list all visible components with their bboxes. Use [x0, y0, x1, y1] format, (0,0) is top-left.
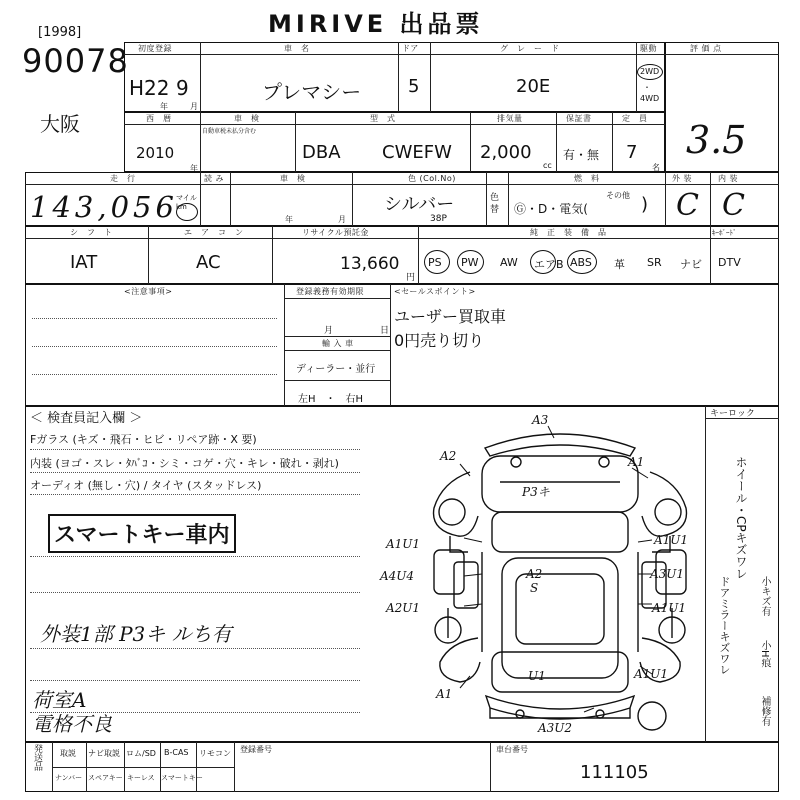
row1-frame — [124, 42, 665, 112]
chassis-label: 車台番号 — [496, 745, 528, 754]
smart-key-stamp: スマートキー車内 — [48, 514, 236, 553]
color: シルバー — [384, 194, 455, 215]
svg-text:A1U1: A1U1 — [652, 601, 687, 615]
equip-pw: PW — [461, 256, 479, 269]
ship-rom-sd: ロム/SD — [126, 749, 156, 758]
capacity: 7 — [626, 142, 638, 163]
color-label: 色 (Col.No) — [408, 174, 456, 183]
svg-text:S: S — [530, 581, 539, 595]
mile-km-unit: マイル km — [176, 194, 197, 211]
mileage-label: 走 行 — [110, 174, 136, 183]
interior-label: 内 装 — [718, 174, 739, 183]
score-label: 評 価 点 — [690, 44, 722, 53]
capacity-label: 定 員 — [622, 114, 648, 123]
model-label: 型 式 — [370, 114, 396, 123]
shift-label: シ フ ト — [70, 228, 113, 237]
recycle-label: リサイクル預託金 — [302, 228, 369, 237]
svg-text:A4U4: A4U4 — [380, 569, 415, 583]
western-year: 2010 — [136, 144, 175, 162]
ship-manual: 取説 — [60, 749, 76, 758]
sales-point-1: ユーザー買取車 — [394, 307, 507, 326]
mileage: 143,056 — [30, 190, 178, 224]
warranty: 有・無 — [563, 148, 600, 162]
sales-point-2: 0円売り切り — [394, 331, 485, 350]
grade-label: グ レ ー ド — [500, 44, 560, 53]
svg-text:A1U1: A1U1 — [654, 533, 689, 547]
car-name-label: 車 名 — [284, 44, 310, 53]
chassis-number: 111105 — [580, 762, 649, 783]
inspection-expiry-label: 車 検 — [280, 174, 306, 183]
reg-month: 9 — [176, 76, 189, 100]
score-value: 3.5 — [686, 118, 747, 162]
reg-era-year: H22 — [129, 76, 170, 100]
svg-text:A2U1: A2U1 — [386, 601, 421, 615]
import-label: 輸 入 車 — [322, 339, 354, 348]
fuel-options: Ⓖ・D・電気( — [514, 202, 588, 216]
small-scratch-note: 小キズ有 — [759, 576, 770, 616]
displacement-label: 排気量 — [497, 114, 523, 123]
svg-text:U1: U1 — [528, 669, 546, 683]
exterior-label: 外 装 — [672, 174, 693, 183]
ship-number-plate: ナンバー — [55, 774, 83, 782]
inspection-title: ＜ 検査員記入欄 ＞ — [30, 411, 143, 426]
model-code: CWEFW — [382, 142, 452, 163]
model-prefix: DBA — [302, 142, 341, 163]
color-change-label: 色替 — [490, 193, 500, 215]
location: 大阪 — [40, 112, 80, 136]
steering-side: 左H ・ 右H — [298, 394, 364, 405]
equip-aw: AW — [500, 256, 518, 269]
repair-note: 補修有 — [759, 696, 770, 726]
doors-label: ドア — [402, 44, 419, 53]
displacement: 2,000 — [480, 142, 532, 163]
sales-point-label: <セールスポイント> — [394, 287, 476, 296]
exterior-grade: C — [676, 188, 699, 223]
shift: IAT — [70, 252, 98, 273]
first-reg-label: 初度登録 — [138, 44, 172, 53]
wheel-damage-note: ホイール・CPキズワレ — [734, 456, 748, 580]
inspection-line-audio: オーディオ (無し・穴) / タイヤ (スタッドレス) — [30, 479, 262, 492]
ac-label: エ ア コ ン — [184, 228, 244, 237]
car-diagram — [380, 412, 700, 742]
svg-text:A3: A3 — [532, 413, 549, 427]
small-dent-note: 小H痕 — [759, 640, 770, 668]
drive-2wd: 2WD — [640, 67, 660, 76]
exterior-note: 外装1部 P3キ ルち有 — [40, 622, 232, 646]
ac: AC — [196, 252, 221, 273]
equipment-label: 純 正 装 備 品 — [530, 228, 607, 237]
equip-dtv: DTV — [718, 256, 741, 269]
inspection-line-glass: Fガラス (キズ・飛石・ヒビ・リペア跡・X 要) — [30, 433, 257, 446]
svg-text:A3U2: A3U2 — [538, 721, 573, 735]
ship-spare-key: スペアキー — [88, 774, 123, 782]
caution-label: <注意事項> — [124, 287, 173, 296]
inspection-line-interior: 内装 (ヨゴ・スレ・ﾀﾊﾞｺ・シミ・コゲ・穴・キレ・破れ・剥れ) — [30, 457, 339, 470]
reg-number-label: 登録番号 — [240, 745, 272, 754]
dealer-parallel: ディーラー・並行 — [296, 364, 376, 375]
svg-text:A1: A1 — [628, 455, 645, 469]
shipping-label: 発送品 — [32, 744, 42, 771]
equip-sunroof: SR — [647, 256, 662, 269]
year-tag: [1998] — [38, 25, 82, 40]
fuel-label: 燃 料 — [574, 174, 600, 183]
inspection-label: 車 検 — [234, 114, 260, 123]
svg-text:A1: A1 — [436, 687, 453, 701]
drive-label: 駆動 — [640, 44, 657, 53]
equip-leather: 革 — [614, 258, 625, 271]
form-title: MIRIVE 出品票 — [268, 10, 484, 38]
grade: 20E — [516, 76, 551, 97]
ship-bcas: B-CAS — [164, 748, 189, 757]
expiry-label: 登録義務有効期限 — [296, 287, 364, 296]
equip-ps: PS — [428, 256, 442, 269]
ship-keyless: キーレス — [127, 774, 155, 782]
svg-text:A1U1: A1U1 — [634, 667, 669, 681]
svg-text:A2: A2 — [440, 449, 457, 463]
color-no: 38P — [430, 214, 447, 224]
car-name: プレマシー — [262, 80, 362, 104]
recycle-fee: 13,660 — [340, 254, 400, 274]
svg-text:A3U1: A3U1 — [650, 567, 685, 581]
equip-airbag: エアB — [534, 258, 564, 271]
mirror-damage-note: ドアミラーキズワレ — [718, 576, 731, 675]
ship-smart-key: スマートキー — [161, 774, 203, 782]
svg-text:A2: A2 — [526, 567, 543, 581]
doors: 5 — [408, 76, 420, 97]
cargo-note: 荷室A — [32, 688, 87, 712]
equip-navi: ナビ — [680, 258, 702, 271]
equip-abs: ABS — [570, 256, 592, 269]
drive-4wd: 4WD — [640, 94, 660, 103]
warranty-label: 保証書 — [566, 114, 592, 123]
western-year-label: 西 暦 — [146, 114, 172, 123]
reading-label: 読 み — [204, 174, 225, 183]
key-lock-label: キーロック — [710, 409, 755, 419]
mirror-note: 電格不良 — [32, 712, 112, 736]
keyboard-label: ｷｰﾎﾞｰﾄﾞ — [712, 229, 737, 237]
ship-remote: リモコン — [199, 749, 231, 758]
svg-text:A1U1: A1U1 — [386, 537, 421, 551]
row4-frame — [25, 226, 779, 284]
svg-text:P3キ: P3キ — [522, 485, 550, 499]
ship-navi-manual: ナビ取説 — [88, 749, 120, 758]
lot-number: 90078 — [22, 42, 129, 80]
interior-grade: C — [722, 188, 745, 223]
